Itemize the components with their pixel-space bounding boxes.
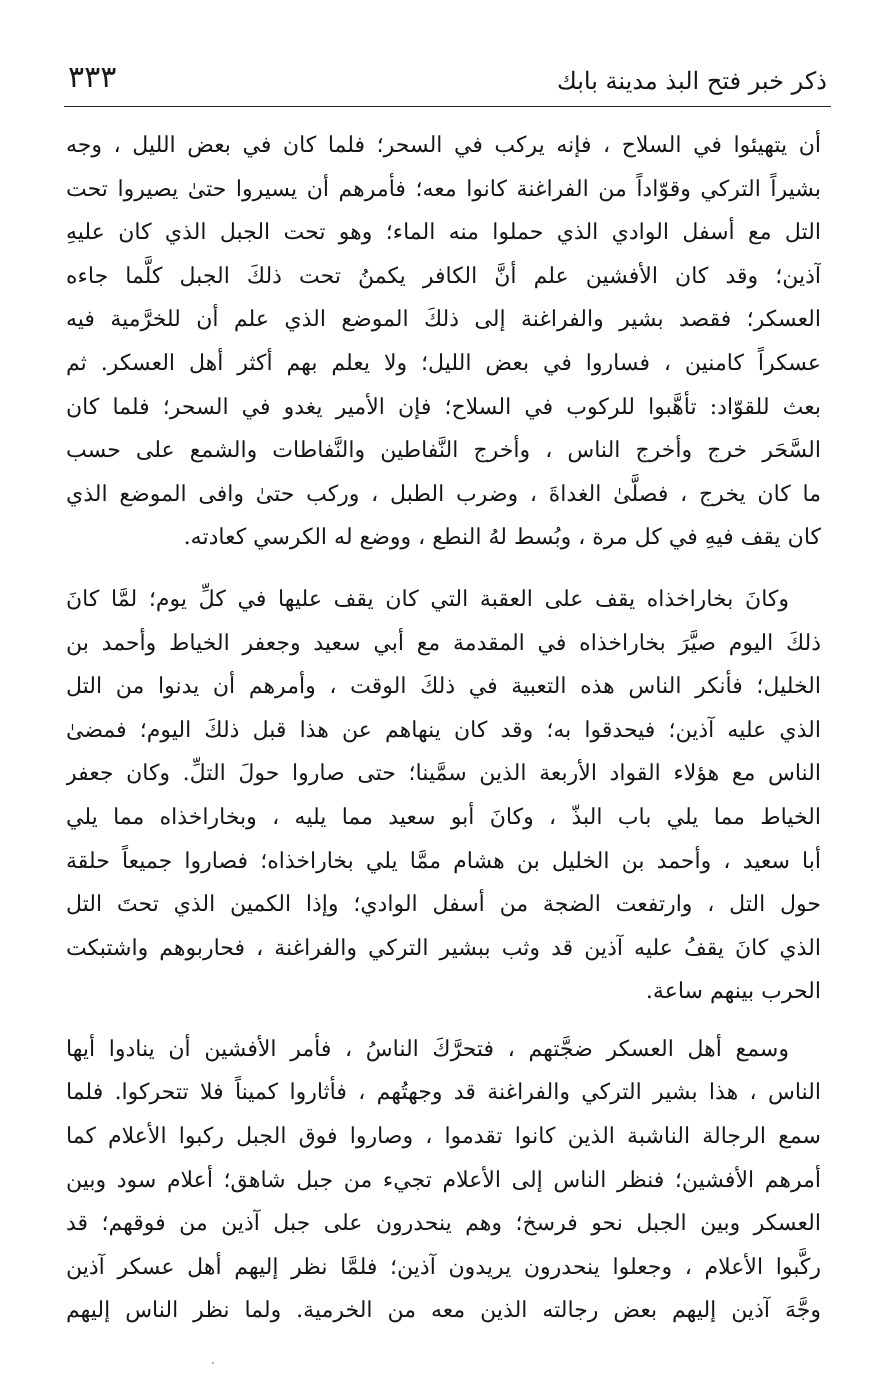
paragraph-1 [66,124,821,560]
text-line: حول التل ، وارتفعت الضجة من أسفل الوادي؛ وإذا الكمين الذي تحتَ التل [66,892,821,918]
text-line: ما كان يخرج ، فصلَّىٰ الغداةَ ، وضرب الطبل ، وركب حتىٰ وافى الموضع الذي [66,481,821,507]
page-header [64,58,831,110]
paragraph-gap [66,560,821,578]
text-line: الخليل؛ فأنكر الناس هذه التعبية في ذلكَ الوقت ، وأمرهم أن يدنوا من التل [66,674,821,700]
paragraph-2 [66,578,821,1014]
header-rule [64,106,831,107]
text-line: ذلكَ اليوم صيَّرَ بخاراخذاه في المقدمة مع أبي سعيد وجعفر الخياط وأحمد بن [66,630,821,656]
text-line: الذي كانَ يقفُ عليه آذين قد وثب ببشير التركي والفراغنة ، فحاربوهم واشتبكت [66,935,821,961]
paragraph-3 [66,1028,821,1333]
body-text [66,124,821,1333]
text-line: وجَّهَ آذين إليهم بعض رجالته الذين معه من الخرمية. ولما نظر الناس إليهم [66,1298,821,1324]
text-line: بعث للقوّاد: تأهَّبوا للركوب في السلاح؛ فإن الأمير يغدو في السحر؛ فلما كان [66,394,821,420]
print-speck [212,1362,214,1364]
text-line: أن يتهيئوا في السلاح ، فإنه يركب في السحر؛ فلما كان في بعض الليل ، وجه [66,133,821,158]
text-line: آذين؛ وقد كان الأفشين علم أنَّ الكافر يكمنُ تحت ذلكَ الجبل كلَّما جاءه [66,263,821,289]
text-line: وسمع أهل العسكر ضجَّتهم ، فتحرَّكَ الناسُ ، فأمر الأفشين أن ينادوا أيها [66,1036,789,1062]
text-line: كان يقف فيهِ في كل مرة ، وبُسط لهُ النطع ، ووضع له الكرسي كعادته. [183,525,821,551]
text-line: الذي عليه آذين؛ فيحدقوا به؛ وقد كان ينهاهم عن هذا قبل ذلكَ اليوم؛ فمضىٰ [66,717,821,743]
text-line: ركَّبوا الأعلام ، وجعلوا ينحدرون يريدون آذين؛ فلمَّا نظر إليهم أهل عسكر آذين [66,1254,821,1280]
text-line: سمع الرجالة الناشبة الذين كانوا تقدموا ، وصاروا فوق الجبل ركبوا الأعلام كما [66,1124,821,1150]
text-line: التل مع أسفل الوادي الذي حملوا منه الماء؛ وهو تحت الجبل الذي كان عليهِ [66,220,821,246]
text-line: الحرب بينهم ساعة. [645,979,821,1005]
running-title: ذكر خبر فتح البذ مدينة بابك [557,67,827,95]
text-line: الخياط مما يلي باب البذّ ، وكانَ أبو سعيد مما يليه ، وبخاراخذاه مما يلي [66,804,821,830]
text-line: العسكر وبين الجبل نحو فرسخ؛ وهم ينحدرون على جبل آذين من فوقهم؛ قد [66,1211,821,1237]
text-line: العسكر؛ فقصد بشير والفراغنة إلى ذلكَ الموضع الذي علم أن للخرَّمية فيه [66,307,821,333]
text-line: وكانَ بخاراخذاه يقف على العقبة التي كان يقف عليها في كلِّ يوم؛ لمَّا كانَ [66,586,789,612]
text-line: الناس مع هؤلاء القواد الأربعة الذين سمَّينا؛ حتى صاروا حولَ التلِّ. وكان جعفر [66,761,821,787]
page-number: ٣٣٣ [68,60,117,95]
text-line: أبا سعيد ، وأحمد بن الخليل بن هشام ممَّا يلي بخاراخذاه؛ فصاروا جميعاً حلقة [66,848,821,874]
text-line: الناس ، هذا بشير التركي والفراغنة قد وجهتُهم ، فأثاروا كميناً فلا تتحركوا. فلما [66,1080,821,1106]
paragraph-gap [66,1014,821,1028]
text-line: عسكراً كامنين ، فساروا في بعض الليل؛ ولا يعلم بهم أكثر أهل العسكر. ثم [66,350,821,376]
text-line: أمرهم الأفشين؛ فنظر الناس إلى الأعلام تجيء من جبل شاهق؛ أعلام سود وبين [66,1167,821,1193]
text-line: السَّحَر خرج وأخرج الناس ، وأخرج النَّفاطين والنَّفاطات والشمع على حسب [66,438,821,464]
text-line: بشيراً التركي وقوّاداً من الفراغنة كانوا معه؛ فأمرهم أن يسيروا حتىٰ يصيروا تحت [66,176,821,202]
